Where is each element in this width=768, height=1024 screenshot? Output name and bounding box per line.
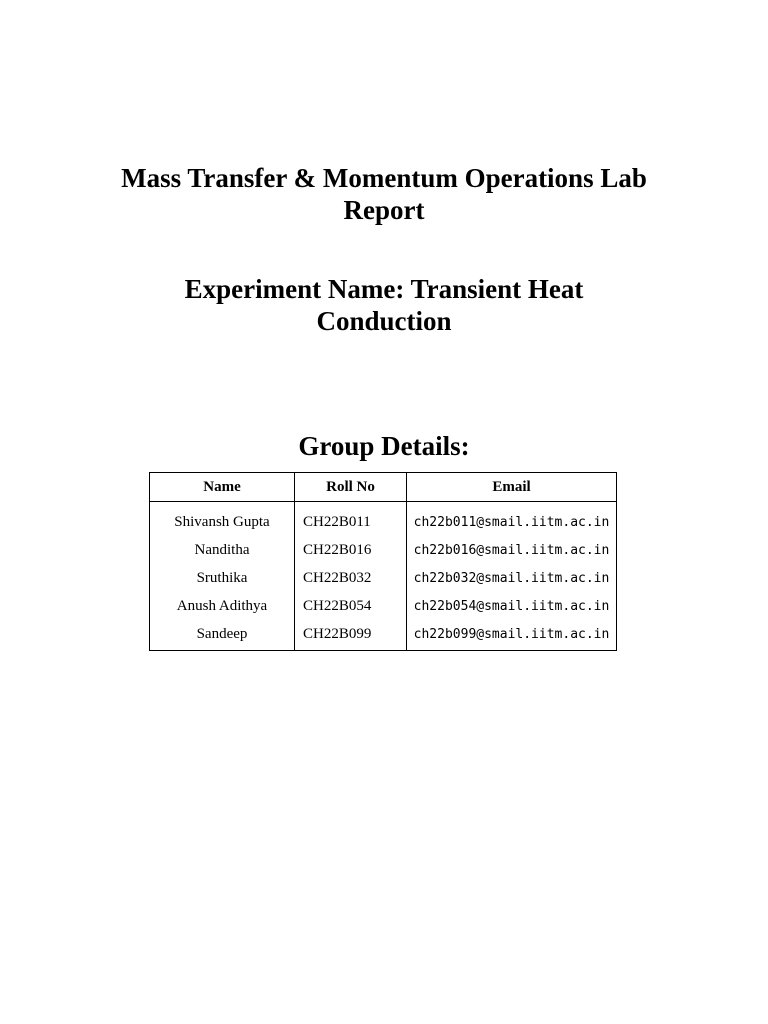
report-title	[0, 162, 768, 226]
member-roll-no: CH22B099	[295, 620, 407, 651]
member-email: ch22b032@smail.iitm.ac.in	[413, 570, 610, 586]
report-title-line-2: Report	[343, 195, 425, 225]
table-row	[150, 592, 617, 620]
member-name: Sruthika	[150, 564, 295, 592]
group-details-table	[149, 472, 617, 651]
member-email: ch22b099@smail.iitm.ac.in	[413, 626, 610, 642]
member-email: ch22b054@smail.iitm.ac.in	[413, 598, 610, 614]
member-name: Anush Adithya	[150, 592, 295, 620]
column-header-email: Email	[407, 473, 617, 502]
report-title-line-1: Mass Transfer & Momentum Operations Lab	[121, 163, 647, 193]
group-details-heading: Group Details:	[298, 431, 470, 461]
member-roll-no: CH22B016	[295, 536, 407, 564]
table-row	[150, 502, 617, 537]
member-roll-no: CH22B011	[295, 502, 407, 537]
experiment-name	[0, 273, 768, 337]
member-name: Sandeep	[150, 620, 295, 651]
member-roll-no: CH22B032	[295, 564, 407, 592]
member-email: ch22b016@smail.iitm.ac.in	[413, 542, 610, 558]
column-header-name: Name	[150, 473, 295, 502]
member-name: Nanditha	[150, 536, 295, 564]
table-row	[150, 536, 617, 564]
experiment-name-line-1: Experiment Name: Transient Heat	[184, 274, 584, 304]
table-row	[150, 564, 617, 592]
column-header-roll-no: Roll No	[295, 473, 407, 502]
table-header-row	[150, 473, 617, 502]
table-row	[150, 620, 617, 651]
member-email: ch22b011@smail.iitm.ac.in	[413, 514, 610, 530]
member-name: Shivansh Gupta	[150, 502, 295, 537]
experiment-name-line-2: Conduction	[316, 306, 452, 336]
member-roll-no: CH22B054	[295, 592, 407, 620]
